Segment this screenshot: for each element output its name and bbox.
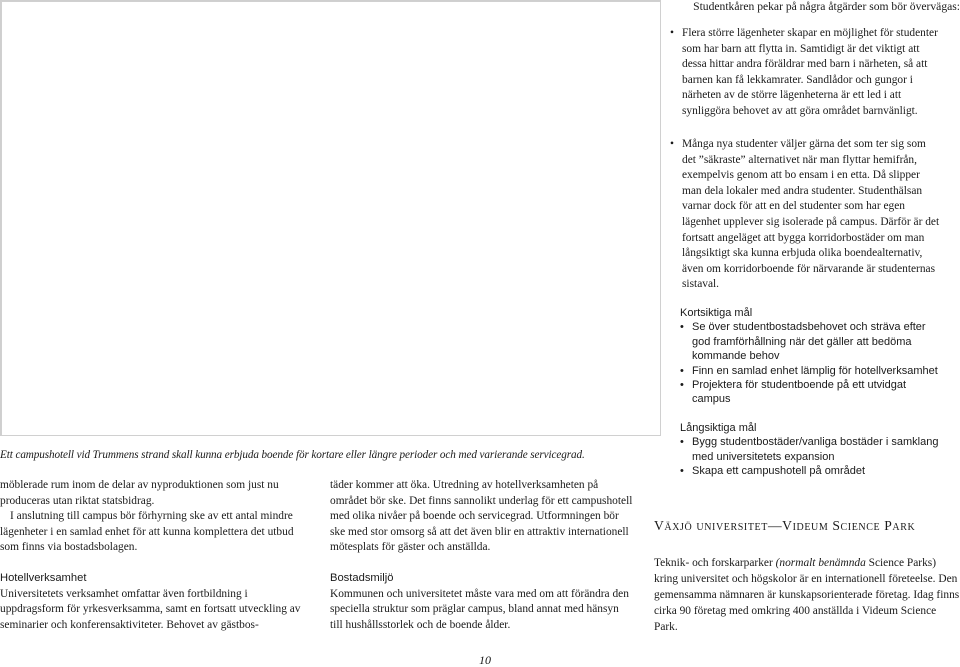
photo-caption: Ett campushotell vid Trummens strand skall kunna erbjuda boende för kortare eller längre perioder och med varierande servicegrad. xyxy=(0,449,585,461)
paragraph: möblerade rum inom de delar av nyproduktionen som just nu produceras utan riktat statsbidrag. xyxy=(0,479,279,507)
bullet-list xyxy=(670,137,942,293)
list-item: • Projektera för studentboende på ett utvidgat campus xyxy=(680,379,907,406)
paragraph: Kommunen och universitetet måste vara med om att förändra den speciella struktur som präglar campus, bland annat med hänsyn till hushållsstorlek och de boende ålder. xyxy=(330,587,629,631)
page-number: 10 xyxy=(479,653,491,667)
goals-box xyxy=(680,306,942,478)
bullet-icon: • xyxy=(680,465,684,478)
list-item: • Bygg studentbostäder/vanliga bostäder i samklang med universitetets expansion xyxy=(680,436,939,463)
paragraph: Universitetets verksamhet omfattar även fortbildning i uppdragsform för yrkesverksamma, samt en fortsatt utveckling av seminarier och konferensaktiviteter. Behovet av gästbos- xyxy=(0,587,301,631)
list-item: • Skapa ett campushotell på området xyxy=(680,465,866,478)
paragraph: I anslutning till campus bör förhyrning ske av ett antal mindre lägenheter i en samlad enhet för att kunna komplettera det utbud som finns via bostadsbolagen. xyxy=(0,510,294,554)
short-term-goals-title: Kortsiktiga mål xyxy=(680,307,753,319)
bullet-list xyxy=(670,26,942,120)
long-term-goals-list xyxy=(680,435,942,478)
section-heading-vaxjo: Växjö universitet—Videum Science Park xyxy=(654,518,916,533)
sidebar-title: Studentkåren pekar på några åtgärder som bör övervägas: xyxy=(693,0,960,13)
bullet-icon: • xyxy=(680,436,684,449)
section-heading-bostadsmiljo: Bostadsmiljö xyxy=(330,571,394,584)
bullet-icon: • xyxy=(670,27,674,39)
list-item: • Flera större lägenheter skapar en möjlighet för studenter som har barn att flytta in. Samtidigt är det viktigt att dessa hittar andra föräldrar med barn i närheten, så att barnen kan få lekkamrater. Sandlådor och gungor i närheten av de större lägenheterna är ett led i att synliggöra behovet av att göra området barnvänligt. xyxy=(670,27,938,117)
bullet-icon: • xyxy=(680,321,684,334)
bullet-icon: • xyxy=(680,364,684,377)
list-item: • Många nya studenter väljer gärna det som ter sig som det ”säkraste” alternativet när man flyttar hemifrån, exempelvis genom att bo ensam i en etta. Då slipper man dela lokaler med andra studenter. Studenthälsan varnar dock för att en del studenter som har egen lägenhet upplever sig isolerade på campus. Därför är det fortsatt angeläget att bygga korridorbostäder om man långsiktigt ska kunna erbjuda olika boendealternativ, även om korridorboende för närvarande är studenternas sistaval. xyxy=(670,138,940,291)
body-column-left xyxy=(0,478,305,633)
list-item: • Finn en samlad enhet lämplig för hotellverksamhet xyxy=(680,364,938,377)
paragraph: täder kommer att öka. Utredning av hotellverksamheten på området bör ske. Det finns sannolikt underlag för ett campushotell med olika nivåer på boende och servicegrad. Utformningen bör ske med stor omsorg så att det även blir en attraktiv internationell mötesplats för gäster och anställda. xyxy=(330,479,633,554)
paragraph: Teknik- och forskarparker (normalt benämnda Science Parks) kring universitet och högskolor är en internationell företeelse. Den gemensamma nämnaren är kunskapsorienterade företag. Idag finns cirka 90 företag med omkring 400 anställda i Videum Science Park. xyxy=(654,557,960,633)
bullet-icon: • xyxy=(670,138,674,150)
long-term-goals-title: Långsiktiga mål xyxy=(680,421,757,434)
short-term-goals-list xyxy=(680,320,942,406)
bullet-icon: • xyxy=(680,379,684,392)
section-heading-hotellverksamhet: Hotellverksamhet xyxy=(0,571,87,584)
photo-placeholder xyxy=(0,0,661,436)
photo-frame xyxy=(1,1,662,437)
body-column-middle xyxy=(330,478,633,633)
list-item: • Se över studentbostadsbehovet och sträva efter god framförhållning när det gäller att bedöma kommande behov xyxy=(680,321,926,363)
